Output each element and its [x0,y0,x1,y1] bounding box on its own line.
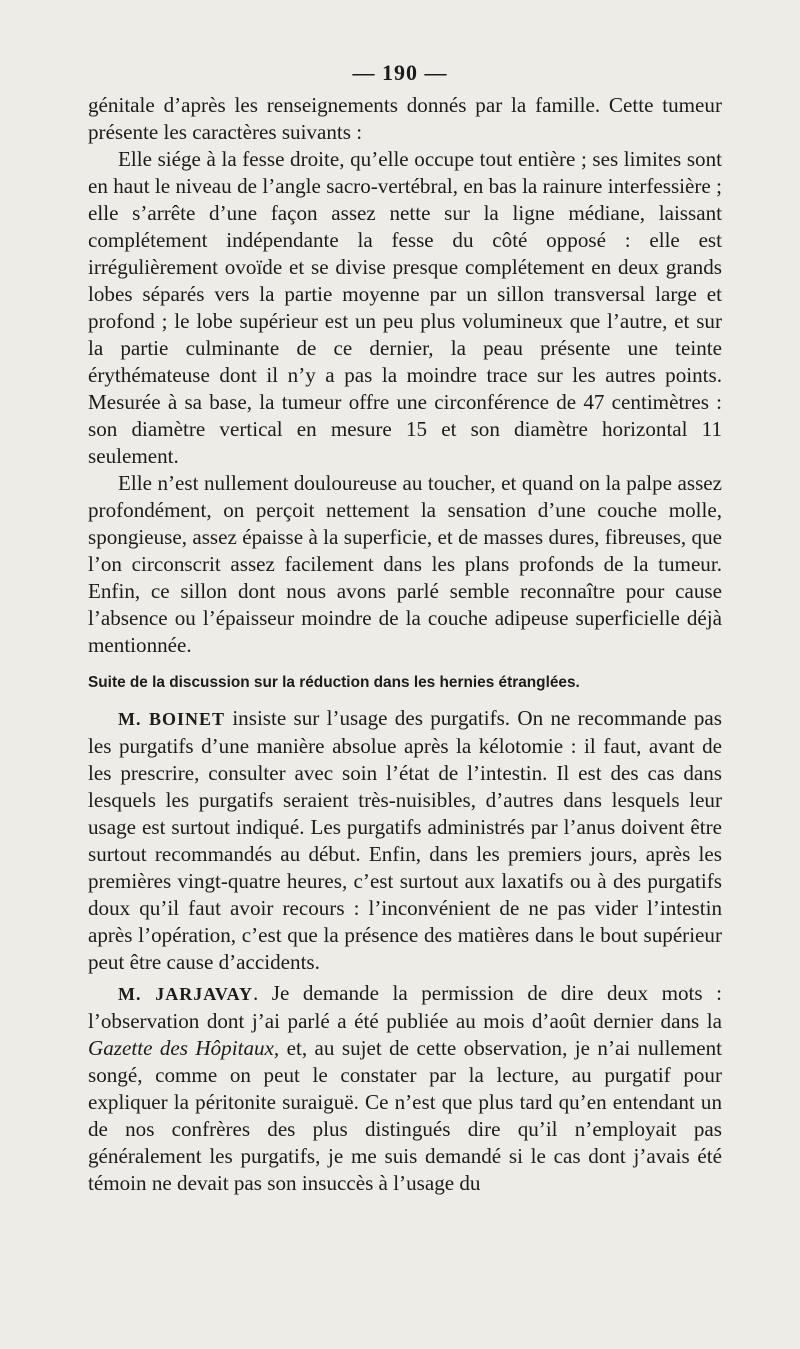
boinet-text: insiste sur l’usage des purgatifs. On ne recommande pas les purgatifs d’une manière absolue après la kélotomie : il faut, avant de les prescrire, consulter avec soin l’état de l’intestin. Il est des cas dans lesquels les purgatifs seraient très-nuisibles, d’autres dans lesquels leur usage est surtout indiqué. Les purgatifs administrés par l’anus doivent être surtout recommandés au début. Enfin, dans les premiers jours, après les premières vingt-quatre heures, c’est surtout aux laxatifs ou à des purgatifs doux qu’il faut avoir recours : l’inconvénient de ne pas vider l’intestin après l’opération, c’est que la présence des matières dans le bout supérieur peut être cause d’accidents. [88,706,722,974]
jarjavay-text-after: et, au sujet de cette observation, je n’ai nullement songé, comme on peut le constater par la lecture, au purgatif pour expliquer la péritonite suraiguë. Ce n’est que plus tard qu’en entendant un de nos confrères des plus distingués dire qu’il n’employait pas généralement les purgatifs, je me suis demandé si le cas dont j’avais été témoin ne devait pas son insuccès à l’usage du [88,1036,722,1195]
paragraph-tumor-intro: génitale d’après les renseignements donnés par la famille. Cette tumeur présente les caractères suivants : [88,93,722,144]
jarjavay-text-before: . Je demande la permission de dire deux mots : l’observation dont j’ai parlé a été publiée au mois d’août dernier dans la [88,981,722,1033]
paragraph-tumor-description: Elle siége à la fesse droite, qu’elle occupe tout entière ; ses limites sont en haut le niveau de l’angle sacro-vertébral, en bas la rainure interfessière ; elle s’arrête d’une façon assez nette sur la ligne médiane, laissant complétement indépendante la fesse du côté opposé : elle est irrégulièrement ovoïde et se divise presque complétement en deux grands lobes séparés vers la partie moyenne par un sillon transversal large et profond ; le lobe supérieur est un peu plus volumineux que l’autre, et sur la partie culminante de ce dernier, la peau présente une teinte érythémateuse dont il n’y a pas la moindre trace sur les autres points. Mesurée à sa base, la tumeur offre une circonférence de 47 centimètres : son diamètre vertical en mesure 15 et son diamètre horizontal 11 seulement. [88,147,722,468]
journal-title: Gazette des Hôpitaux, [88,1036,280,1060]
section-heading: Suite de la discussion sur la réduction dans les hernies étranglées. [88,674,580,691]
speaker-jarjavay: M. JARJAVAY [118,984,253,1004]
speaker-boinet: M. BOINET [118,709,226,729]
paragraph-jarjavay [88,980,722,1197]
paragraph-boinet [88,705,722,976]
paragraph-tumor-palpation: Elle n’est nullement douloureuse au toucher, et quand on la palpe assez profondément, on perçoit nettement la sensation d’une couche molle, spongieuse, assez épaisse à la superficie, et de masses dures, fibreuses, que l’on circonscrit assez facilement dans les plans profonds de la tumeur. Enfin, ce sillon dont nous avons parlé semble reconnaître pour cause l’absence ou l’épaisseur moindre de la couche adipeuse superficielle déjà mentionnée. [88,471,722,657]
body-text [88,92,722,1197]
page-number: — 190 — [352,60,448,85]
